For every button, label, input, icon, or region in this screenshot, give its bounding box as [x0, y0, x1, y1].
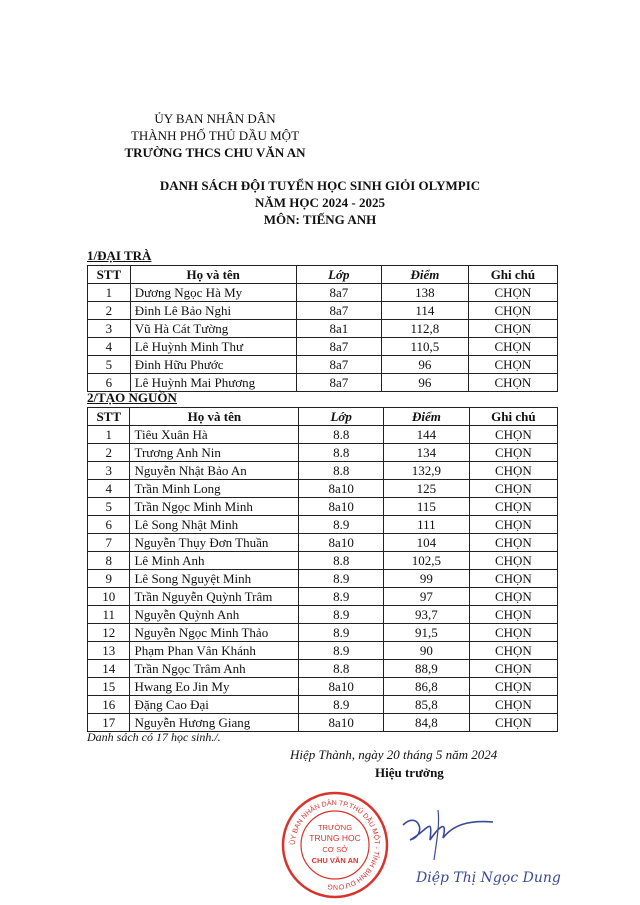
class-cell: 8.9 — [299, 642, 384, 660]
note-cell: CHỌN — [468, 374, 557, 392]
table-row — [88, 696, 558, 714]
name-cell: Đặng Cao Đại — [130, 696, 299, 714]
name-cell: Trần Nguyễn Quỳnh Trâm — [130, 588, 299, 606]
table-row — [88, 284, 558, 302]
class-cell: 8.9 — [299, 624, 384, 642]
name-cell: Nguyễn Ngọc Minh Thảo — [130, 624, 299, 642]
header-line-1: ỦY BAN NHÂN DÂN — [154, 111, 276, 126]
stt-cell: 10 — [88, 588, 130, 606]
score-cell: 111 — [384, 516, 470, 534]
score-cell: 138 — [382, 284, 469, 302]
header-school-name: TRƯỜNG THCS CHU VĂN AN — [124, 145, 306, 160]
stt-cell: 2 — [88, 444, 130, 462]
stt-cell: 16 — [88, 696, 130, 714]
score-cell: 84,8 — [384, 714, 470, 732]
name-cell: Tiêu Xuân Hà — [130, 426, 299, 444]
score-cell: 125 — [384, 480, 470, 498]
class-cell: 8.8 — [299, 426, 384, 444]
class-cell: 8a7 — [296, 374, 381, 392]
score-cell: 110,5 — [382, 338, 469, 356]
note-cell: CHỌN — [468, 338, 557, 356]
class-cell: 8a1 — [296, 320, 381, 338]
stt-cell: 8 — [88, 552, 130, 570]
school-seal — [280, 790, 390, 900]
table-row — [88, 516, 558, 534]
stt-cell: 1 — [88, 426, 130, 444]
score-cell: 114 — [382, 302, 469, 320]
note-cell: CHỌN — [469, 570, 557, 588]
table-row — [88, 462, 558, 480]
name-cell: Trần Ngọc Trâm Anh — [130, 660, 299, 678]
stt-cell: 3 — [88, 462, 130, 480]
name-cell: Nguyễn Thụy Đơn Thuần — [130, 534, 299, 552]
note-cell: CHỌN — [469, 642, 557, 660]
stt-cell: 11 — [88, 606, 130, 624]
score-cell: 85,8 — [384, 696, 470, 714]
table-row — [88, 588, 558, 606]
score-cell: 96 — [382, 374, 469, 392]
score-cell: 91,5 — [384, 624, 470, 642]
note-cell: CHỌN — [469, 498, 557, 516]
score-cell: 90 — [384, 642, 470, 660]
table-row — [88, 534, 558, 552]
header-line-2: THÀNH PHỐ THỦ DẦU MỘT — [130, 128, 300, 143]
name-cell: Đinh Hữu Phước — [130, 356, 296, 374]
svg-text:Diệp Thị Ngọc Dung: Diệp Thị Ngọc Dung — [416, 870, 561, 886]
class-cell: 8a7 — [296, 338, 381, 356]
table-row — [88, 480, 558, 498]
score-cell: 134 — [384, 444, 470, 462]
note-cell: CHỌN — [469, 624, 557, 642]
name-cell: Nguyễn Hương Giang — [130, 714, 299, 732]
table-row — [88, 498, 558, 516]
note-cell: CHỌN — [469, 678, 557, 696]
class-cell: 8a10 — [299, 534, 384, 552]
table-row — [88, 606, 558, 624]
score-cell: 86,8 — [384, 678, 470, 696]
note-cell: CHỌN — [469, 426, 557, 444]
score-cell: 102,5 — [384, 552, 470, 570]
table-header-row — [88, 408, 558, 426]
stt-cell: 12 — [88, 624, 130, 642]
stt-cell: 14 — [88, 660, 130, 678]
note-cell: CHỌN — [468, 356, 557, 374]
score-cell: 144 — [384, 426, 470, 444]
class-cell: 8.9 — [299, 570, 384, 588]
name-cell: Vũ Hà Cát Tường — [130, 320, 296, 338]
table-row — [88, 302, 558, 320]
score-cell: 115 — [384, 498, 470, 516]
class-cell: 8.9 — [299, 516, 384, 534]
stt-cell: 1 — [88, 284, 131, 302]
stt-cell: 2 — [88, 302, 131, 320]
table-header-row — [88, 266, 558, 284]
table-row — [88, 624, 558, 642]
note-cell: CHỌN — [469, 444, 557, 462]
score-cell: 93,7 — [384, 606, 470, 624]
svg-text:TRƯỜNG: TRƯỜNG — [317, 823, 353, 832]
note-cell: CHỌN — [469, 588, 557, 606]
name-cell: Phạm Phan Vân Khánh — [130, 642, 299, 660]
note-cell: CHỌN — [469, 606, 557, 624]
class-cell: 8.9 — [299, 606, 384, 624]
column-header: Lớp — [296, 266, 381, 284]
table-row — [88, 338, 558, 356]
table-row — [88, 570, 558, 588]
name-cell: Trương Anh Nin — [130, 444, 299, 462]
note-cell: CHỌN — [469, 552, 557, 570]
class-cell: 8a10 — [299, 678, 384, 696]
class-cell: 8.8 — [299, 462, 384, 480]
stt-cell: 15 — [88, 678, 130, 696]
stt-cell: 17 — [88, 714, 130, 732]
table-row — [88, 356, 558, 374]
column-header: Họ và tên — [130, 408, 299, 426]
stt-cell: 7 — [88, 534, 130, 552]
stt-cell: 6 — [88, 516, 130, 534]
table-row — [88, 444, 558, 462]
title-line-2: NĂM HỌC 2024 - 2025 — [255, 195, 385, 210]
column-header: STT — [88, 408, 130, 426]
table-row — [88, 714, 558, 732]
name-cell: Đinh Lê Bảo Nghi — [130, 302, 296, 320]
note-cell: CHỌN — [469, 480, 557, 498]
svg-text:TRUNG HỌC: TRUNG HỌC — [309, 833, 361, 843]
section-1-title: 1/ĐẠI TRÀ — [87, 248, 152, 263]
score-cell: 96 — [382, 356, 469, 374]
class-cell: 8a7 — [296, 302, 381, 320]
note-cell: CHỌN — [469, 714, 557, 732]
svg-text:ỦY BAN NHÂN DÂN TP.THỦ DẦU MỘT: ỦY BAN NHÂN DÂN TP.THỦ DẦU MỘT - TỈNH BÌNH DƯƠNG — [289, 799, 381, 891]
stt-cell: 13 — [88, 642, 130, 660]
score-cell: 112,8 — [382, 320, 469, 338]
stt-cell: 4 — [88, 480, 130, 498]
name-cell: Lê Minh Anh — [130, 552, 299, 570]
table-row — [88, 320, 558, 338]
table-row — [88, 642, 558, 660]
list-note: Danh sách có 17 học sinh./. — [87, 730, 221, 744]
table-row — [88, 660, 558, 678]
document-title — [0, 177, 640, 228]
table-row — [88, 552, 558, 570]
name-cell: Trần Minh Long — [130, 480, 299, 498]
stt-cell: 4 — [88, 338, 131, 356]
svg-text:CHU VĂN AN: CHU VĂN AN — [311, 856, 359, 865]
stt-cell: 5 — [88, 498, 130, 516]
table-row — [88, 678, 558, 696]
score-cell: 104 — [384, 534, 470, 552]
class-cell: 8a10 — [299, 714, 384, 732]
signer-title: Hiệu trưởng — [375, 765, 444, 780]
class-cell: 8a10 — [299, 480, 384, 498]
class-cell: 8a7 — [296, 356, 381, 374]
header-block — [95, 110, 335, 161]
column-header: Ghi chú — [468, 266, 557, 284]
column-header: Lớp — [299, 408, 384, 426]
section-1-table — [87, 265, 558, 392]
note-cell: CHỌN — [469, 534, 557, 552]
score-cell: 88,9 — [384, 660, 470, 678]
class-cell: 8.9 — [299, 696, 384, 714]
class-cell: 8.8 — [299, 660, 384, 678]
name-cell: Lê Song Nhật Minh — [130, 516, 299, 534]
score-cell: 97 — [384, 588, 470, 606]
column-header: Ghi chú — [469, 408, 557, 426]
score-cell: 132,9 — [384, 462, 470, 480]
note-cell: CHỌN — [468, 302, 557, 320]
name-cell: Lê Huỳnh Mai Phương — [130, 374, 296, 392]
section-2-title: 2/TẠO NGUỒN — [87, 390, 177, 405]
note-cell: CHỌN — [468, 284, 557, 302]
class-cell: 8.9 — [299, 588, 384, 606]
name-cell: Lê Huỳnh Minh Thư — [130, 338, 296, 356]
svg-text:CƠ SỞ: CƠ SỞ — [322, 845, 348, 854]
stt-cell: 5 — [88, 356, 131, 374]
column-header: Điểm — [382, 266, 469, 284]
section-2-table — [87, 407, 558, 732]
stt-cell: 3 — [88, 320, 131, 338]
column-header: STT — [88, 266, 131, 284]
title-line-1: DANH SÁCH ĐỘI TUYỂN HỌC SINH GIỎI OLYMPIC — [159, 178, 481, 193]
place-date: Hiệp Thành, ngày 20 tháng 5 năm 2024 — [290, 747, 498, 762]
column-header: Điểm — [384, 408, 470, 426]
name-cell: Lê Song Nguyệt Minh — [130, 570, 299, 588]
stt-cell: 9 — [88, 570, 130, 588]
name-cell: Nguyễn Nhật Bảo An — [130, 462, 299, 480]
name-cell: Trần Ngọc Minh Minh — [130, 498, 299, 516]
class-cell: 8.8 — [299, 552, 384, 570]
note-cell: CHỌN — [469, 516, 557, 534]
note-cell: CHỌN — [469, 696, 557, 714]
class-cell: 8.8 — [299, 444, 384, 462]
column-header: Họ và tên — [130, 266, 296, 284]
class-cell: 8a10 — [299, 498, 384, 516]
class-cell: 8a7 — [296, 284, 381, 302]
note-cell: CHỌN — [468, 320, 557, 338]
note-cell: CHỌN — [469, 462, 557, 480]
name-cell: Dương Ngọc Hà My — [130, 284, 296, 302]
score-cell: 99 — [384, 570, 470, 588]
signature — [398, 800, 561, 890]
table-row — [88, 426, 558, 444]
name-cell: Hwang Eo Jin My — [130, 678, 299, 696]
note-cell: CHỌN — [469, 660, 557, 678]
title-line-3: MÔN: TIẾNG ANH — [263, 212, 377, 227]
stt-cell: 6 — [88, 374, 131, 392]
name-cell: Nguyễn Quỳnh Anh — [130, 606, 299, 624]
